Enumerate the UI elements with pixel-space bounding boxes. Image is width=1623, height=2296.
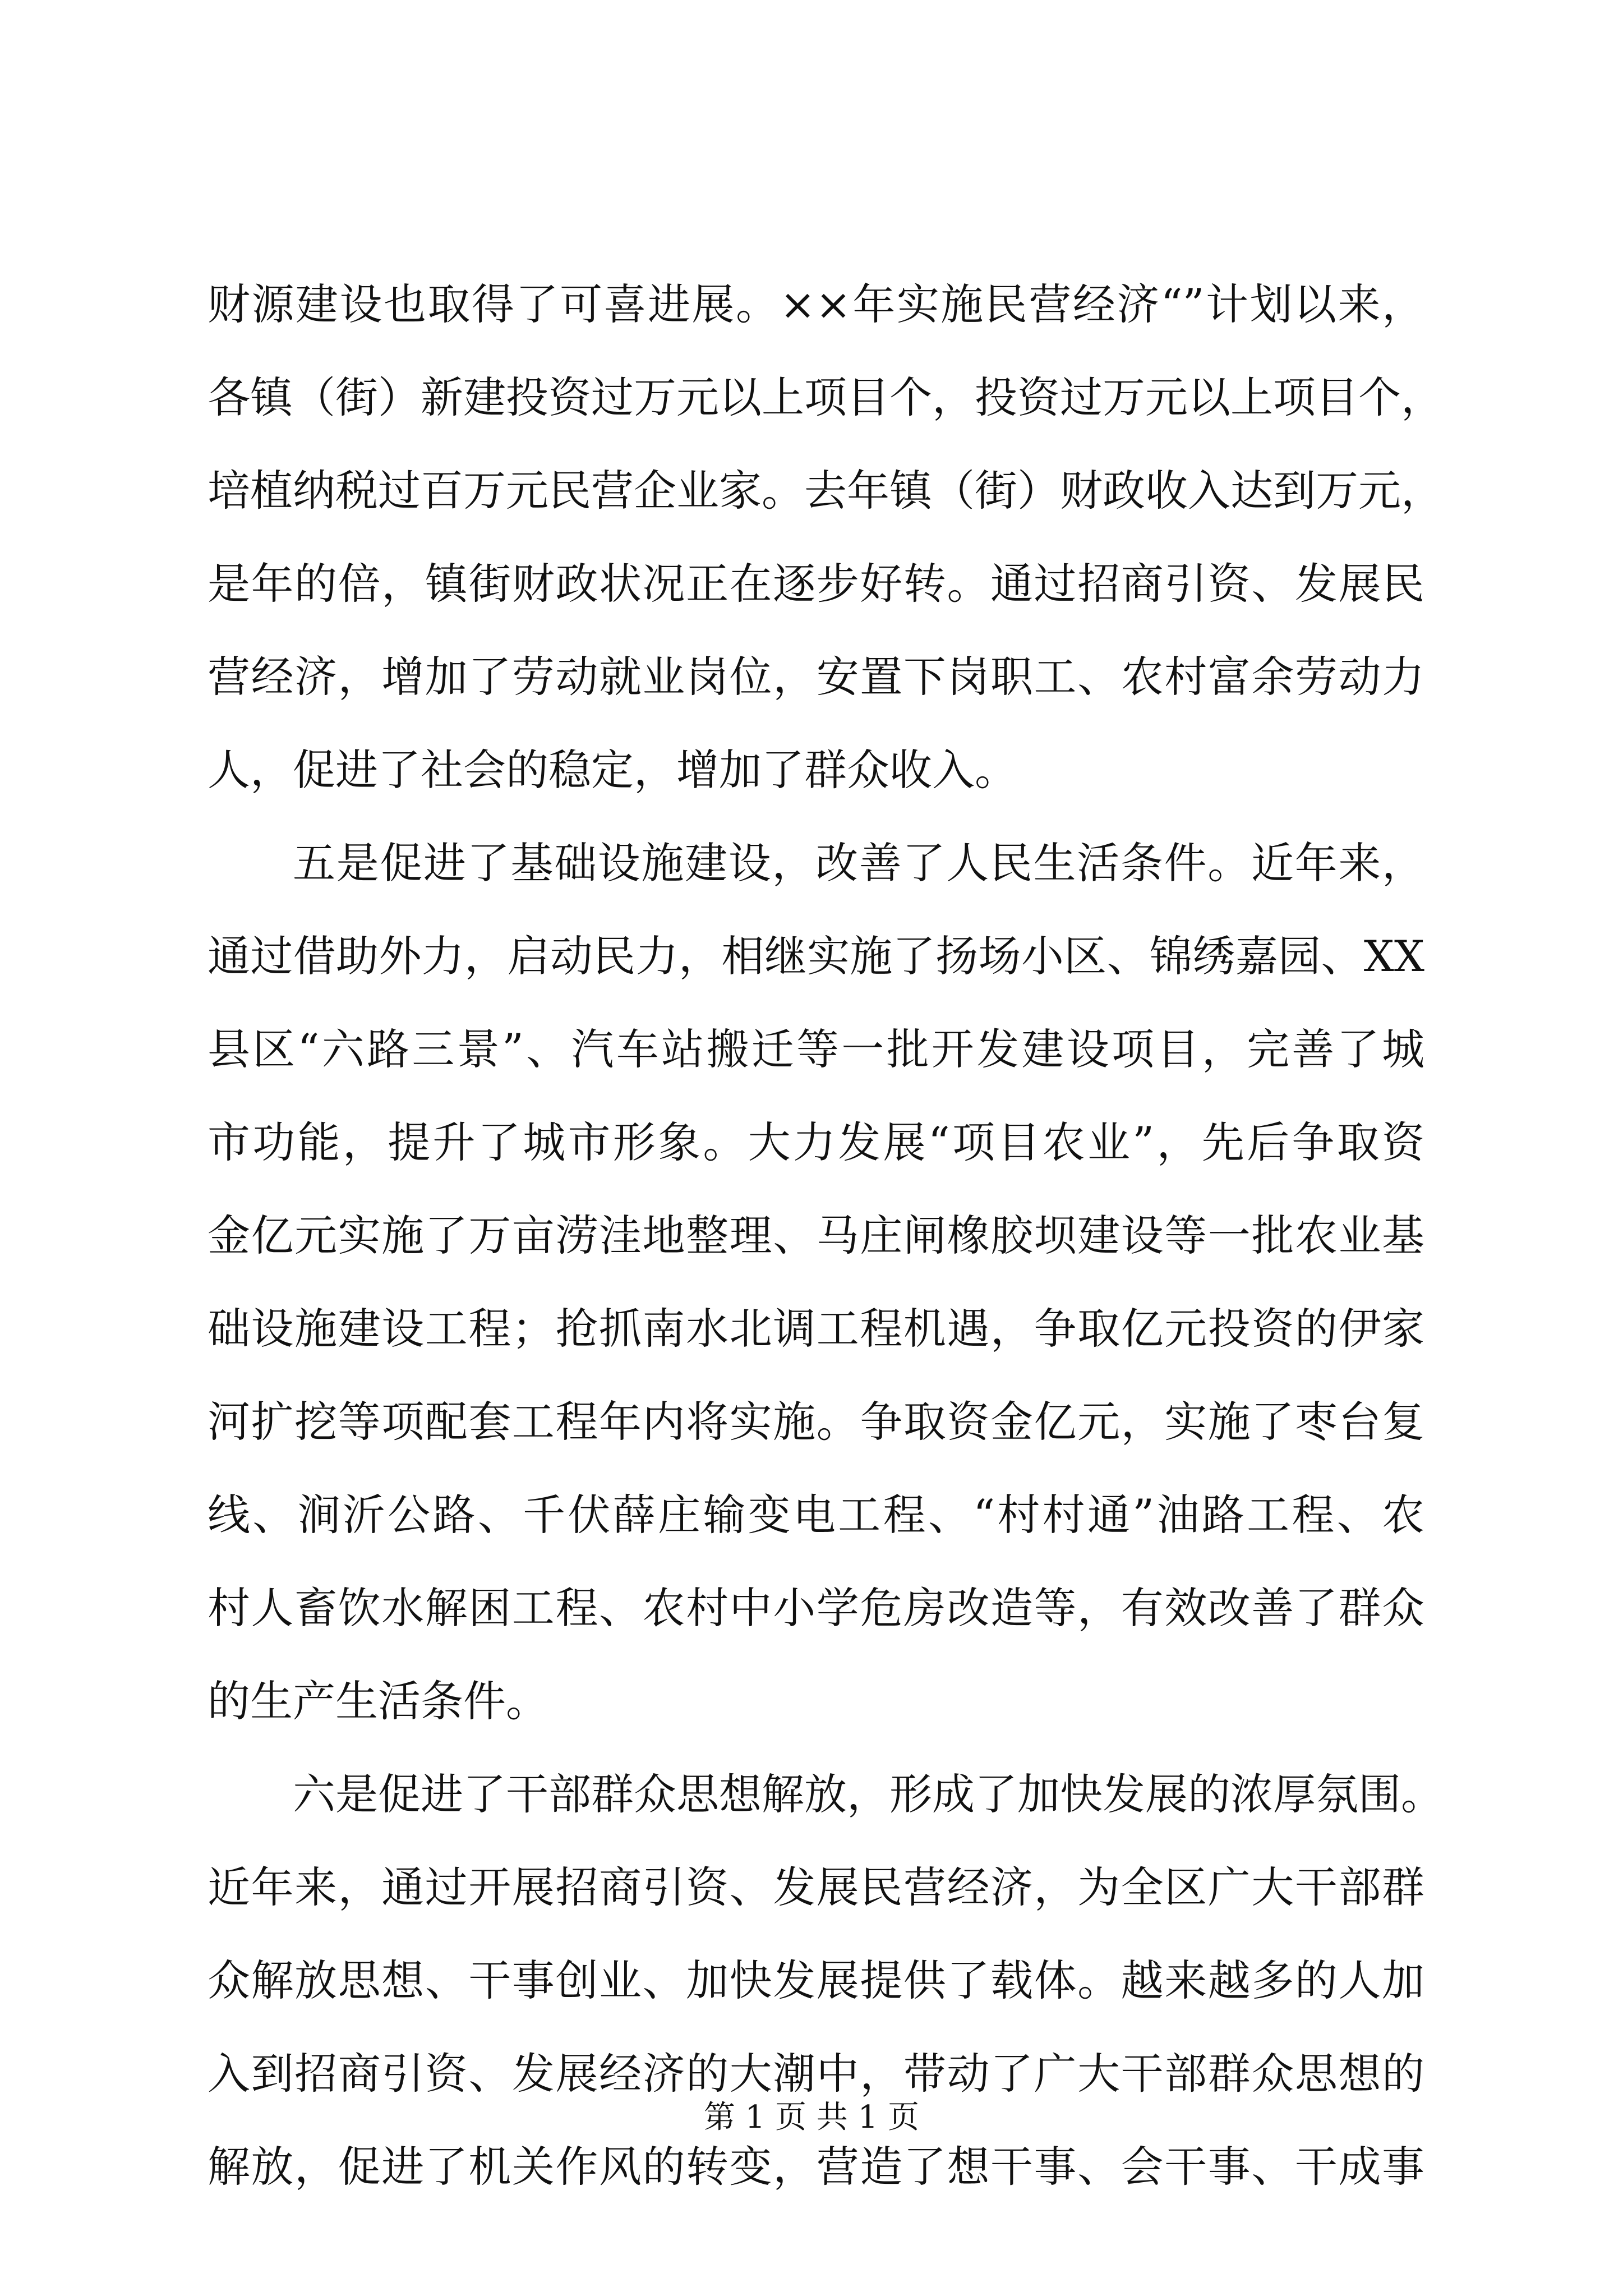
text-line: 解放，促进了机关作风的转变，营造了想干事、会干事、干成事 xyxy=(208,2142,1424,2192)
text-line: 入到招商引资、发展经济的大潮中，带动了广大干部群众思想的 xyxy=(208,2049,1424,2099)
text-line: 线、涧沂公路、千伏薛庄输变电工程、“村村通”油路工程、农 xyxy=(208,1490,1424,1540)
text-line: 是年的倍，镇街财政状况正在逐步好转。通过招商引资、发展民 xyxy=(208,559,1424,609)
text-line: 财源建设也取得了可喜进展。××年实施民营经济“”计划以来， xyxy=(208,279,1424,329)
text-line: 村人畜饮水解困工程、农村中小学危房改造等，有效改善了群众 xyxy=(208,1583,1424,1633)
text-line: 各镇（街）新建投资过万元以上项目个，投资过万元以上项目个， xyxy=(208,372,1444,422)
text-line: 县区“六路三景”、汽车站搬迁等一批开发建设项目，完善了城 xyxy=(208,1024,1424,1074)
text-line: 近年来，通过开展招商引资、发展民营经济，为全区广大干部群 xyxy=(208,1862,1424,1912)
page-footer xyxy=(0,2098,1623,2137)
text-line: 营经济，增加了劳动就业岗位，安置下岗职工、农村富余劳动力 xyxy=(208,652,1424,702)
document-body xyxy=(208,258,1444,2214)
text-line: 河扩挖等项配套工程年内将实施。争取资金亿元，实施了枣台复 xyxy=(208,1397,1424,1447)
text-line: 众解放思想、干事创业、加快发展提供了载体。越来越多的人加 xyxy=(208,1955,1424,2005)
paragraph-start-line: 六是促进了干部群众思想解放，形成了加快发展的浓厚氛围。 xyxy=(293,1769,1444,1819)
text-line: 人，促进了社会的稳定，增加了群众收入。 xyxy=(208,745,1017,795)
text-line: 市功能，提升了城市形象。大力发展“项目农业”，先后争取资 xyxy=(208,1117,1424,1167)
text-line: 培植纳税过百万元民营企业家。去年镇（街）财政收入达到万元， xyxy=(208,466,1444,516)
text-line: 的生产生活条件。 xyxy=(208,1676,548,1726)
paragraph-start-line: 五是促进了基础设施建设，改善了人民生活条件。近年来， xyxy=(293,838,1424,888)
text-line: 金亿元实施了万亩涝洼地整理、马庄闸橡胶坝建设等一批农业基 xyxy=(208,1211,1424,1260)
text-line: 础设施建设工程；抢抓南水北调工程机遇，争取亿元投资的伊家 xyxy=(208,1304,1424,1354)
text-line: 通过借助外力，启动民力，相继实施了扬场小区、锦绣嘉园、XX xyxy=(208,931,1424,981)
page-number-label: 第 1 页 共 1 页 xyxy=(703,2099,920,2136)
